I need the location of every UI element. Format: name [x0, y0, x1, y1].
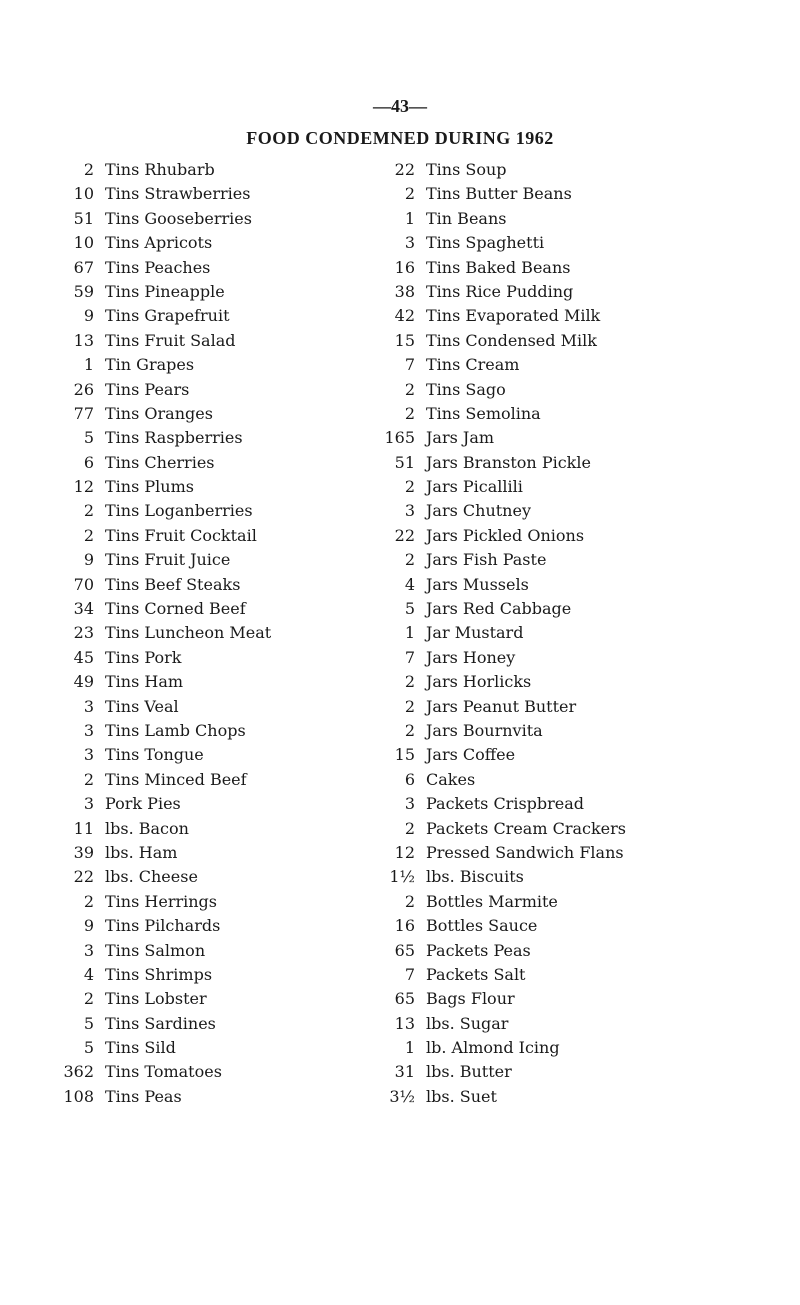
right-quantity: 3½	[389, 1086, 415, 1106]
right-item-name: Packets Crispbread	[426, 794, 585, 814]
left-item-name: Tins Peas	[105, 1086, 182, 1106]
left-item-name: Tins Tongue	[105, 745, 204, 765]
left-item-name: Tins Gooseberries	[105, 208, 252, 228]
right-item-name: Cakes	[426, 769, 476, 789]
left-quantity: 9	[83, 306, 94, 326]
table-row	[0, 475, 800, 499]
table-row	[0, 158, 800, 182]
left-item-name: Tins Fruit Cocktail	[105, 525, 257, 545]
right-item-name: Jars Branston Pickle	[426, 452, 591, 472]
left-quantity: 3	[83, 720, 94, 740]
left-item-name: Tins Fruit Salad	[105, 330, 236, 350]
table-row	[0, 280, 800, 304]
right-item-name: lbs. Sugar	[426, 1013, 509, 1033]
right-item-name: Tins Rice Pudding	[426, 281, 574, 301]
left-quantity: 45	[73, 647, 94, 667]
left-item-name: Tins Ham	[105, 672, 184, 692]
table-row	[0, 402, 800, 426]
left-item-name: lbs. Bacon	[105, 818, 189, 838]
right-item-name: Tins Spaghetti	[426, 233, 545, 253]
left-item-name: Tins Cherries	[105, 452, 215, 472]
left-item-name: Tins Rhubarb	[105, 160, 215, 179]
table-row	[0, 256, 800, 280]
table-row	[0, 182, 800, 206]
right-item-name: Tins Evaporated Milk	[426, 306, 601, 326]
right-item-name: Jars Coffee	[426, 745, 516, 765]
right-quantity: 65	[394, 989, 415, 1009]
right-item-name: Jars Peanut Butter	[426, 696, 577, 716]
right-quantity: 7	[404, 355, 415, 375]
right-item-name: Tins Baked Beans	[426, 257, 571, 277]
left-item-name: Tins Sild	[105, 1038, 176, 1058]
right-quantity: 2	[404, 477, 415, 497]
table-row	[0, 719, 800, 743]
left-quantity: 3	[83, 794, 94, 814]
right-quantity: 1	[404, 1038, 415, 1058]
right-item-name: Jars Pickled Onions	[426, 525, 585, 545]
table-row	[0, 451, 800, 475]
left-item-name: Tin Grapes	[105, 355, 195, 375]
left-quantity: 77	[73, 403, 94, 423]
left-item-name: Tins Strawberries	[105, 184, 251, 204]
right-quantity: 7	[404, 647, 415, 667]
left-quantity: 1	[83, 355, 94, 375]
table-row	[0, 768, 800, 792]
table-row	[0, 646, 800, 670]
right-quantity: 12	[394, 842, 415, 862]
right-item-name: lbs. Butter	[426, 1062, 512, 1082]
right-quantity: 38	[394, 281, 415, 301]
left-item-name: Tins Shrimps	[105, 964, 213, 984]
left-item-name: Tins Grapefruit	[105, 306, 230, 326]
right-quantity: 16	[394, 257, 415, 277]
right-item-name: Packets Cream Crackers	[426, 818, 627, 838]
left-quantity: 5	[83, 428, 94, 448]
right-item-name: lbs. Biscuits	[426, 867, 524, 887]
left-item-name: Tins Veal	[105, 696, 179, 716]
table-row	[0, 792, 800, 816]
right-quantity: 13	[394, 1013, 415, 1033]
right-item-name: Jars Bournvita	[426, 720, 543, 740]
right-item-name: Tins Condensed Milk	[426, 330, 597, 350]
right-item-name: Jars Fish Paste	[426, 550, 547, 570]
left-quantity: 108	[63, 1086, 94, 1106]
left-item-name: Tins Pork	[105, 647, 182, 667]
right-item-name: Tins Butter Beans	[426, 184, 572, 204]
right-item-name: Tin Beans	[426, 208, 507, 228]
right-quantity: 2	[404, 818, 415, 838]
table-row	[0, 499, 800, 523]
left-quantity: 3	[83, 940, 94, 960]
right-quantity: 1½	[389, 867, 415, 887]
right-quantity: 3	[404, 233, 415, 253]
table-row	[0, 329, 800, 353]
left-item-name: Pork Pies	[105, 794, 181, 814]
left-quantity: 2	[83, 525, 94, 545]
left-quantity: 6	[83, 452, 94, 472]
right-item-name: Jars Mussels	[426, 574, 529, 594]
table-row	[0, 304, 800, 328]
right-quantity: 65	[394, 940, 415, 960]
left-item-name: Tins Salmon	[105, 940, 206, 960]
left-item-name: Tins Minced Beef	[105, 769, 247, 789]
right-item-name: Jars Jam	[426, 428, 495, 448]
left-quantity: 10	[73, 184, 94, 204]
table-row	[0, 573, 800, 597]
page-title: FOOD CONDEMNED DURING 1962	[246, 128, 554, 148]
left-item-name: Tins Pears	[105, 379, 190, 399]
left-quantity: 362	[63, 1062, 94, 1082]
left-item-name: Tins Beef Steaks	[105, 574, 241, 594]
left-quantity: 26	[73, 379, 94, 399]
left-quantity: 59	[73, 281, 94, 301]
table-row	[0, 865, 800, 889]
right-quantity: 2	[404, 184, 415, 204]
right-item-name: Jars Picallili	[426, 477, 523, 497]
left-item-name: Tins Lamb Chops	[105, 720, 246, 740]
left-item-name: Tins Raspberries	[105, 428, 243, 448]
right-item-name: Jars Horlicks	[426, 672, 532, 692]
right-item-name: Bottles Marmite	[426, 891, 558, 911]
table-row	[0, 963, 800, 987]
right-item-name: Jars Red Cabbage	[426, 599, 572, 619]
left-quantity: 49	[73, 672, 94, 692]
left-item-name: Tins Plums	[105, 477, 194, 497]
left-quantity: 22	[73, 867, 94, 887]
right-quantity: 15	[394, 330, 415, 350]
right-quantity: 3	[404, 794, 415, 814]
table-row	[0, 207, 800, 231]
table-row	[0, 548, 800, 572]
right-quantity: 42	[394, 306, 415, 326]
left-item-name: Tins Peaches	[105, 257, 211, 277]
left-quantity: 70	[73, 574, 94, 594]
right-item-name: Tins Cream	[426, 355, 520, 375]
right-quantity: 3	[404, 501, 415, 521]
right-quantity: 1	[404, 208, 415, 228]
condemned-food-table	[0, 158, 800, 1109]
table-row	[0, 378, 800, 402]
left-item-name: Tins Apricots	[105, 233, 213, 253]
right-item-name: Jars Honey	[426, 647, 516, 667]
left-quantity: 2	[83, 891, 94, 911]
right-quantity: 6	[404, 769, 415, 789]
left-quantity: 67	[73, 257, 94, 277]
right-item-name: Tins Semolina	[426, 403, 541, 423]
left-quantity: 10	[73, 233, 94, 253]
left-item-name: Tins Pineapple	[105, 281, 225, 301]
table-row	[0, 1085, 800, 1109]
right-quantity: 2	[404, 550, 415, 570]
left-item-name: Tins Loganberries	[105, 501, 253, 521]
left-quantity: 34	[73, 599, 94, 619]
table-row	[0, 890, 800, 914]
left-quantity: 23	[73, 623, 94, 643]
left-quantity: 3	[83, 745, 94, 765]
table-row	[0, 841, 800, 865]
left-quantity: 2	[83, 769, 94, 789]
right-item-name: Packets Peas	[426, 940, 531, 960]
right-item-name: Pressed Sandwich Flans	[426, 842, 624, 862]
right-quantity: 2	[404, 891, 415, 911]
left-item-name: Tins Fruit Juice	[105, 550, 231, 570]
right-quantity: 7	[404, 964, 415, 984]
left-quantity: 5	[83, 1038, 94, 1058]
left-item-name: Tins Corned Beef	[105, 599, 246, 619]
table-row	[0, 743, 800, 767]
table-row	[0, 914, 800, 938]
left-quantity: 11	[73, 818, 94, 838]
left-item-name: Tins Sardines	[105, 1013, 216, 1033]
right-quantity: 1	[404, 623, 415, 643]
table-row	[0, 353, 800, 377]
right-quantity: 2	[404, 696, 415, 716]
left-quantity: 51	[73, 208, 94, 228]
table-row	[0, 524, 800, 548]
left-item-name: lbs. Cheese	[105, 867, 198, 887]
right-item-name: Tins Sago	[426, 379, 506, 399]
table-row	[0, 817, 800, 841]
right-item-name: Bags Flour	[426, 989, 515, 1009]
right-quantity: 4	[404, 574, 415, 594]
table-row	[0, 987, 800, 1011]
right-quantity: 2	[404, 720, 415, 740]
left-item-name: Tins Lobster	[105, 989, 207, 1009]
right-item-name: Bottles Sauce	[426, 916, 538, 936]
right-item-name: lb. Almond Icing	[426, 1038, 560, 1058]
left-quantity: 5	[83, 1013, 94, 1033]
right-item-name: Tins Soup	[426, 160, 507, 179]
left-item-name: Tins Luncheon Meat	[105, 623, 272, 643]
page-number: —43—	[373, 96, 427, 116]
right-quantity: 16	[394, 916, 415, 936]
left-quantity: 9	[83, 916, 94, 936]
table-row	[0, 670, 800, 694]
left-item-name: Tins Oranges	[105, 403, 213, 423]
left-quantity: 13	[73, 330, 94, 350]
right-item-name: Jars Chutney	[426, 501, 531, 521]
right-quantity: 2	[404, 672, 415, 692]
left-item-name: Tins Herrings	[105, 891, 217, 911]
right-item-name: Packets Salt	[426, 964, 526, 984]
left-quantity: 4	[83, 964, 94, 984]
right-quantity: 165	[384, 428, 415, 448]
right-quantity: 22	[394, 525, 415, 545]
table-row	[0, 695, 800, 719]
right-quantity: 31	[394, 1062, 415, 1082]
table-row	[0, 939, 800, 963]
table-row	[0, 1012, 800, 1036]
right-quantity: 51	[394, 452, 415, 472]
left-quantity: 3	[83, 696, 94, 716]
left-quantity: 12	[73, 477, 94, 497]
right-quantity: 15	[394, 745, 415, 765]
left-item-name: lbs. Ham	[105, 842, 178, 862]
table-row	[0, 597, 800, 621]
right-quantity: 22	[394, 160, 415, 179]
table-row	[0, 1036, 800, 1060]
left-quantity: 39	[73, 842, 94, 862]
table-row	[0, 621, 800, 645]
right-item-name: lbs. Suet	[426, 1086, 497, 1106]
table-row	[0, 231, 800, 255]
right-quantity: 2	[404, 379, 415, 399]
table-row	[0, 426, 800, 450]
right-item-name: Jar Mustard	[426, 623, 524, 643]
table-row	[0, 1060, 800, 1084]
left-quantity: 2	[83, 501, 94, 521]
left-item-name: Tins Pilchards	[105, 916, 221, 936]
left-quantity: 9	[83, 550, 94, 570]
right-quantity: 2	[404, 403, 415, 423]
right-quantity: 5	[404, 599, 415, 619]
left-item-name: Tins Tomatoes	[105, 1062, 222, 1082]
left-quantity: 2	[83, 160, 94, 179]
left-quantity: 2	[83, 989, 94, 1009]
